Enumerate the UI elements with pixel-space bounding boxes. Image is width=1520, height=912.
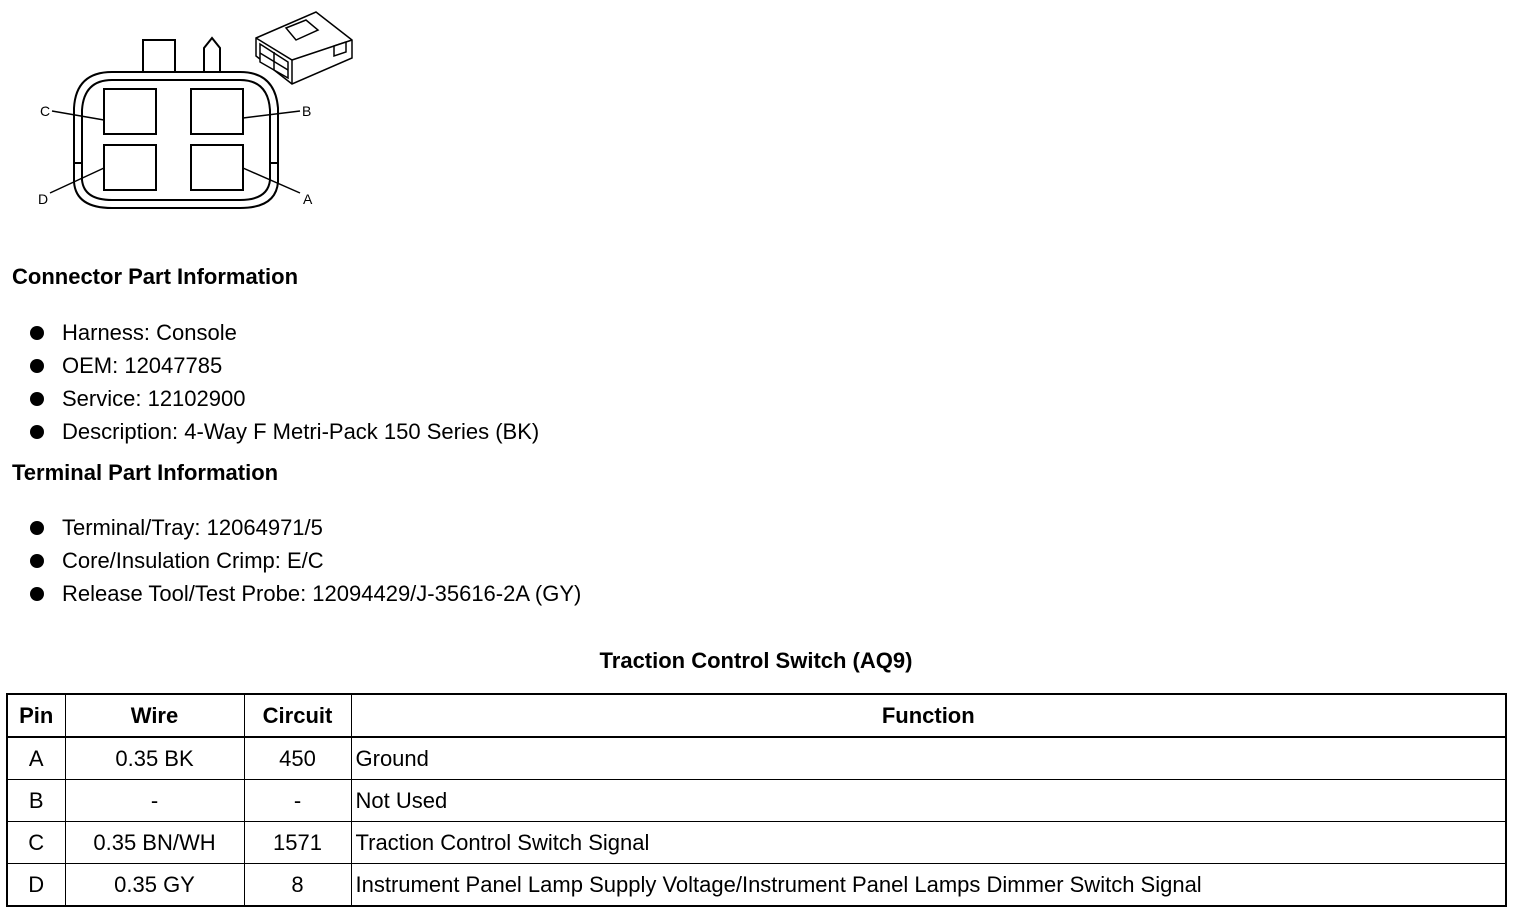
pin-label-d: D bbox=[38, 191, 49, 207]
cell-wire: 0.35 BK bbox=[65, 737, 244, 780]
pin-label-b: B bbox=[302, 103, 312, 119]
list-item bbox=[28, 349, 539, 382]
bullet-icon bbox=[30, 326, 44, 340]
cell-function: Not Used bbox=[351, 780, 1506, 822]
cell-function: Ground bbox=[351, 737, 1506, 780]
connector-diagram bbox=[0, 0, 370, 220]
terminal-part-info-heading: Terminal Part Information bbox=[12, 460, 279, 485]
table-row bbox=[7, 822, 1506, 864]
cell-pin: D bbox=[7, 864, 65, 907]
connector-part-info-list bbox=[28, 316, 539, 448]
header-wire: Wire bbox=[65, 694, 244, 737]
table-title: Traction Control Switch (AQ9) bbox=[599, 648, 913, 673]
list-item bbox=[28, 316, 539, 349]
cell-function: Instrument Panel Lamp Supply Voltage/Instrument Panel Lamps Dimmer Switch Signal bbox=[351, 864, 1506, 907]
header-function: Function bbox=[351, 694, 1506, 737]
cell-wire: - bbox=[65, 780, 244, 822]
pin-label-a: A bbox=[303, 191, 313, 207]
cell-wire: 0.35 BN/WH bbox=[65, 822, 244, 864]
header-circuit: Circuit bbox=[244, 694, 351, 737]
list-item-text: Description: 4-Way F Metri-Pack 150 Series (BK) bbox=[62, 419, 540, 444]
cell-function: Traction Control Switch Signal bbox=[351, 822, 1506, 864]
list-item-text: Core/Insulation Crimp: E/C bbox=[62, 548, 324, 573]
cell-circuit: 1571 bbox=[244, 822, 351, 864]
cell-pin: A bbox=[7, 737, 65, 780]
list-item bbox=[28, 577, 581, 610]
bullet-icon bbox=[30, 587, 44, 601]
list-item bbox=[28, 544, 581, 577]
cell-pin: B bbox=[7, 780, 65, 822]
list-item-text: Harness: Console bbox=[62, 320, 237, 345]
terminal-part-info-list bbox=[28, 511, 581, 610]
bullet-icon bbox=[30, 425, 44, 439]
bullet-icon bbox=[30, 392, 44, 406]
bullet-icon bbox=[30, 554, 44, 568]
cell-wire: 0.35 GY bbox=[65, 864, 244, 907]
cell-circuit: - bbox=[244, 780, 351, 822]
table-header-row bbox=[7, 694, 1506, 737]
bullet-icon bbox=[30, 521, 44, 535]
pinout-table bbox=[6, 693, 1507, 907]
connector-thumbnail bbox=[256, 12, 352, 84]
list-item-text: Terminal/Tray: 12064971/5 bbox=[62, 515, 323, 540]
connector-latch bbox=[143, 40, 175, 74]
header-pin: Pin bbox=[7, 694, 65, 737]
list-item bbox=[28, 415, 539, 448]
list-item-text: Service: 12102900 bbox=[62, 386, 246, 411]
list-item bbox=[28, 511, 581, 544]
table-row bbox=[7, 864, 1506, 907]
list-item bbox=[28, 382, 539, 415]
table-row bbox=[7, 737, 1506, 780]
cell-circuit: 8 bbox=[244, 864, 351, 907]
cell-pin: C bbox=[7, 822, 65, 864]
list-item-text: OEM: 12047785 bbox=[62, 353, 223, 378]
list-item-text: Release Tool/Test Probe: 12094429/J-35616-2A (GY) bbox=[62, 581, 582, 606]
connector-part-info-heading: Connector Part Information bbox=[12, 264, 299, 289]
cell-circuit: 450 bbox=[244, 737, 351, 780]
pin-label-c: C bbox=[40, 103, 51, 119]
bullet-icon bbox=[30, 359, 44, 373]
table-row bbox=[7, 780, 1506, 822]
